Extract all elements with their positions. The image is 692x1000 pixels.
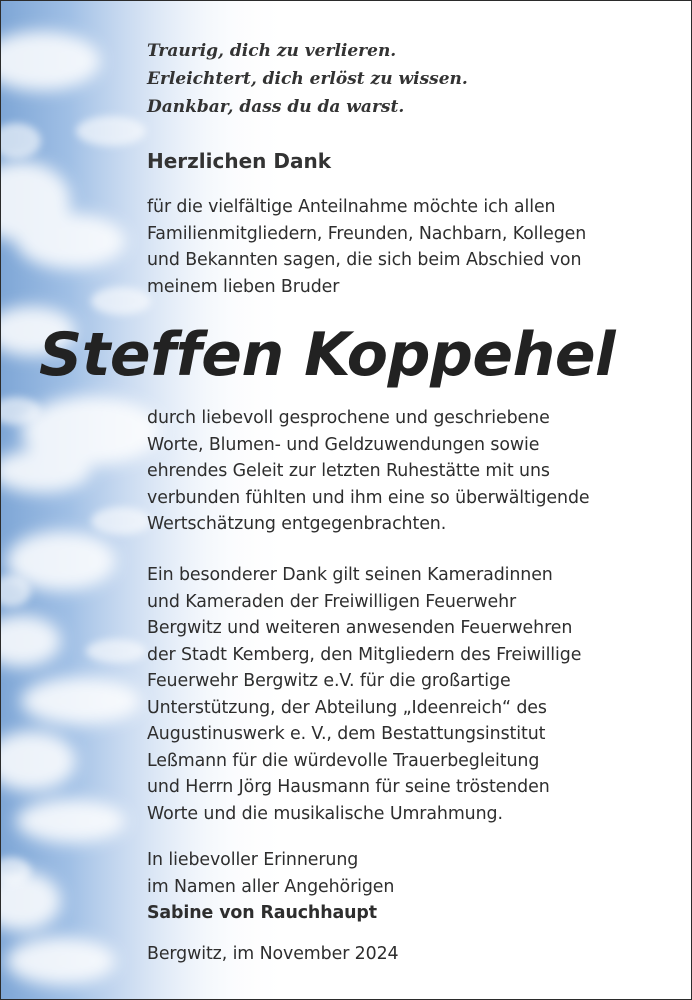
text-line: meinem lieben Bruder [147, 276, 340, 297]
signer-name: Sabine von Rauchhaupt [147, 903, 377, 923]
closing-block [147, 847, 394, 927]
notice-content [1, 1, 691, 999]
text-line: und Herrn Jörg Hausmann für seine tröstenden [147, 777, 550, 797]
text-line: der Stadt Kemberg, den Mitgliedern des Freiwillige [147, 644, 582, 665]
thanks-paragraph [147, 405, 590, 538]
deceased-name: Steffen Koppehel [39, 320, 616, 390]
text-line: Leßmann für die würdevolle Trauerbegleitung [147, 750, 540, 771]
text-line: Worte, Blumen- und Geldzuwendungen sowie [147, 434, 540, 455]
text-line: verbunden fühlten und ihm eine so überwältigende [147, 487, 590, 508]
closing-line: im Namen aller Angehörigen [147, 876, 395, 897]
intro-paragraph [147, 194, 586, 300]
thanks-heading: Herzlichen Dank [147, 149, 332, 173]
text-line: Ein besonderer Dank gilt seinen Kameradinnen [147, 565, 553, 585]
place-date-line: Bergwitz, im November 2024 [147, 944, 399, 964]
text-line: Wertschätzung entgegenbrachten. [147, 514, 447, 534]
text-line: ehrendes Geleit zur letzten Ruhestätte mit uns [147, 461, 550, 481]
place-date [147, 941, 399, 968]
text-line: und Kameraden der Freiwilligen Feuerwehr [147, 591, 517, 612]
motto-line: Dankbar, dass du da warst. [147, 97, 405, 117]
text-line: durch liebevoll gesprochene und geschriebene [147, 408, 550, 428]
text-line: Unterstützung, der Abteilung „Ideenreich“ des [147, 697, 547, 718]
closing-line: In liebevoller Erinnerung [147, 850, 359, 870]
text-line: und Bekannten sagen, die sich beim Abschied von [147, 250, 582, 270]
text-line: Bergwitz und weiteren anwesenden Feuerwehren [147, 618, 573, 638]
motto-verse [147, 37, 468, 121]
text-line: Worte und die musikalische Umrahmung. [147, 803, 503, 824]
motto-line: Erleichtert, dich erlöst zu wissen. [147, 69, 468, 89]
text-line: für die vielfältige Anteilnahme möchte ich allen [147, 197, 556, 217]
special-thanks-paragraph [147, 562, 581, 827]
motto-line: Traurig, dich zu verlieren. [147, 41, 397, 61]
text-line: Familienmitgliedern, Freunden, Nachbarn, Kollegen [147, 223, 587, 244]
text-line: Feuerwehr Bergwitz e.V. für die großartige [147, 671, 511, 691]
text-line: Augustinuswerk e. V., dem Bestattungsinstitut [147, 724, 546, 744]
